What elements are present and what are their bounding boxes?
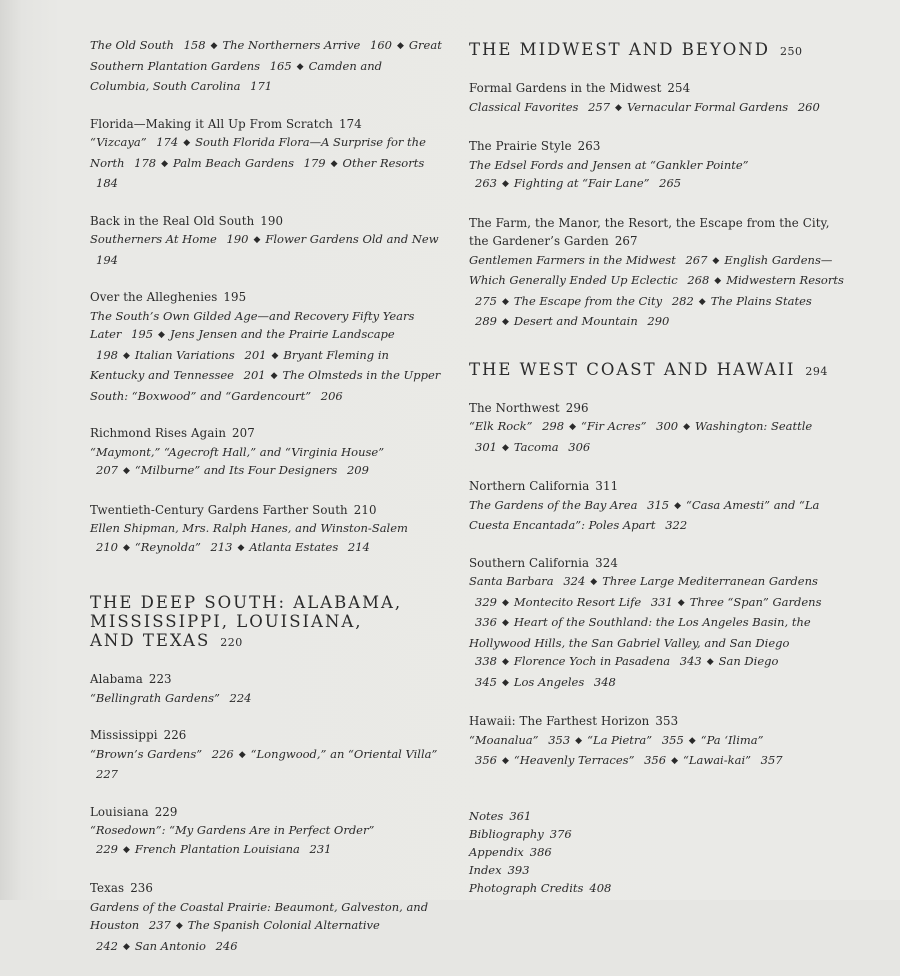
subentry-page-number: 301 — [475, 439, 497, 454]
entry-page-number: 296 — [565, 400, 589, 415]
subentry-title: “Pa ‘Ilima” — [700, 732, 764, 747]
back-matter-page-number: 393 — [507, 863, 530, 878]
diamond-separator-icon: ◆ — [683, 422, 691, 432]
subentry-page-number: 260 — [797, 99, 820, 114]
subentry-title: Los Angeles — [513, 674, 585, 689]
toc-entry — [90, 212, 442, 270]
subentry-page-number: 165 — [269, 58, 292, 73]
subentry-title: Bryant Fleming in Kentucky and Tennessee — [90, 347, 389, 382]
subentry-page-number: 356 — [644, 753, 667, 767]
diamond-separator-icon: ◆ — [237, 542, 245, 553]
entry-title: Texas — [90, 881, 125, 895]
entry-title: Twentieth-Century Gardens Farther South — [90, 502, 348, 517]
section-spacer — [469, 352, 844, 360]
subentry-title: Heart of the Southland: the Los Angeles Basin, the Hollywood Hills, the San Gabriel Valley, and San Diego — [469, 615, 811, 650]
subentry-title: Southerners At Home — [90, 232, 217, 246]
toc-entry — [90, 501, 442, 559]
toc-entry-heading — [469, 79, 844, 98]
toc-entry-heading — [90, 879, 442, 898]
subentry-title: French Plantation Louisiana — [134, 841, 300, 856]
subentry-title: Gentlemen Farmers in the Midwest — [469, 252, 676, 267]
subentry-page-number: 336 — [475, 615, 497, 629]
entry-page-number: 190 — [260, 213, 284, 228]
back-matter-item — [469, 861, 844, 879]
entry-title: Mississippi — [90, 728, 158, 742]
entry-page-number: 229 — [154, 804, 178, 819]
subentry-title: “Rosedown”: “My Gardens Are in Perfect Order” — [90, 823, 375, 837]
toc-subentries — [469, 98, 844, 119]
toc-entry — [469, 214, 844, 333]
subentry-page-number: 356 — [475, 753, 497, 767]
subentry-title: The Old South — [90, 38, 174, 52]
subentry-page-number: 290 — [647, 314, 670, 328]
section-heading — [469, 360, 844, 381]
subentry-page-number: 345 — [475, 674, 497, 689]
subentry-page-number: 184 — [96, 176, 118, 190]
subentry-title: Other Resorts — [342, 155, 425, 170]
diamond-separator-icon: ◆ — [330, 158, 338, 169]
subentry-page-number: 246 — [215, 938, 238, 953]
back-matter-title: Bibliography — [469, 826, 544, 841]
entry-title: Over the Alleghenies — [90, 290, 218, 304]
entry-page-number: 254 — [667, 81, 691, 95]
subentry-title: Florence Yoch in Pasadena — [513, 654, 671, 668]
toc-subentries — [469, 417, 844, 458]
entry-title: Back in the Real Old South — [90, 213, 255, 228]
subentry-page-number: 329 — [475, 594, 497, 609]
entry-page-number: 353 — [655, 714, 679, 728]
back-matter-page-number: 408 — [589, 881, 612, 896]
diamond-separator-icon: ◆ — [706, 657, 714, 667]
subentry-title: Tacoma — [513, 439, 559, 454]
toc-subentries — [469, 496, 844, 535]
toc-subentries — [90, 443, 442, 482]
subentry-page-number: 198 — [96, 347, 118, 362]
section-heading — [90, 593, 442, 652]
entry-page-number: 263 — [577, 139, 601, 153]
entry-title: Northern California — [469, 479, 590, 493]
diamond-separator-icon: ◆ — [501, 317, 509, 327]
subentry-title: “Fir Acres” — [580, 419, 647, 433]
toc-right-column — [469, 40, 844, 898]
subentry-title: “Moanalua” — [469, 732, 539, 747]
diamond-separator-icon: ◆ — [501, 677, 509, 688]
entry-page-number: 236 — [130, 881, 154, 895]
diamond-separator-icon: ◆ — [575, 735, 583, 746]
subentry-title: Desert and Mountain — [513, 314, 638, 328]
entry-page-number: 324 — [595, 555, 618, 570]
subentry-title: The Plains States — [710, 293, 812, 308]
subentry-page-number: 263 — [475, 176, 497, 190]
entry-page-number: 195 — [223, 290, 247, 304]
toc-entry — [90, 803, 442, 861]
subentry-title: The Gardens of the Bay Area — [469, 497, 638, 512]
diamond-separator-icon: ◆ — [674, 500, 681, 511]
section-page-number: 220 — [220, 636, 243, 649]
subentry-title: Great Southern Plantation Gardens — [90, 38, 442, 73]
toc-entry — [90, 36, 442, 96]
diamond-separator-icon: ◆ — [501, 756, 509, 766]
subentry-page-number: 224 — [229, 690, 252, 705]
back-matter-title: Photograph Credits — [469, 881, 584, 896]
back-matter-page-number: 386 — [529, 844, 552, 859]
diamond-separator-icon: ◆ — [122, 941, 130, 952]
toc-subentries — [469, 731, 844, 772]
subentry-page-number: 300 — [656, 419, 679, 433]
toc-entry-heading — [90, 424, 442, 443]
subentry-title: Three “Span” Gardens — [689, 594, 822, 609]
toc-entry — [90, 879, 442, 957]
diamond-separator-icon: ◆ — [122, 466, 130, 476]
subentry-page-number: 289 — [475, 314, 497, 328]
entry-page-number: 210 — [353, 502, 377, 517]
subentry-title: Atlanta Estates — [249, 539, 339, 554]
subentry-page-number: 226 — [211, 746, 234, 761]
subentry-page-number: 357 — [760, 753, 783, 767]
subentry-page-number: 201 — [244, 347, 267, 362]
subentry-page-number: 195 — [131, 327, 154, 341]
toc-entry-heading — [90, 803, 442, 822]
subentry-title: “Heavenly Terraces” — [513, 753, 635, 767]
entry-title: Formal Gardens in the Midwest — [469, 81, 662, 95]
back-matter-page-number: 361 — [509, 808, 532, 823]
diamond-separator-icon: ◆ — [210, 41, 218, 51]
subentry-title: The Edsel Fords and Jensen at “Gankler Pointe” — [469, 157, 749, 172]
diamond-separator-icon: ◆ — [714, 276, 722, 286]
toc-subentries — [90, 230, 442, 269]
toc-entry-heading — [90, 501, 442, 520]
subentry-title: Italian Variations — [134, 347, 235, 362]
subentry-title: “Reynolda” — [134, 539, 201, 554]
subentry-page-number: 298 — [542, 419, 565, 433]
toc-entry-heading — [469, 137, 844, 156]
toc-entry-heading — [90, 288, 442, 307]
toc-entry-heading — [469, 477, 844, 496]
entry-page-number: 207 — [232, 426, 255, 440]
subentry-title: The Spanish Colonial Alternative — [187, 918, 380, 932]
subentry-page-number: 213 — [210, 539, 233, 554]
entry-title: Hawaii: The Farthest Horizon — [469, 714, 650, 728]
toc-entry — [469, 399, 844, 459]
toc-subentries — [469, 251, 844, 333]
subentry-page-number: 206 — [320, 388, 343, 403]
subentry-title: Montecito Resort Life — [513, 594, 642, 609]
subentry-title: Vernacular Formal Gardens — [626, 99, 789, 114]
section-heading-text: AND TEXAS — [90, 631, 211, 650]
subentry-page-number: 229 — [96, 841, 118, 856]
subentry-title: “Elk Rock” — [469, 419, 533, 433]
entry-page-number: 311 — [595, 479, 619, 493]
diamond-separator-icon: ◆ — [238, 749, 246, 760]
diamond-separator-icon: ◆ — [671, 756, 678, 766]
subentry-page-number: 171 — [250, 79, 273, 93]
toc-entry-heading — [90, 726, 442, 745]
diamond-separator-icon: ◆ — [396, 41, 404, 51]
diamond-separator-icon: ◆ — [501, 179, 509, 189]
subentry-title: “Maymont,” “Agecroft Hall,” and “Virginia House” — [90, 444, 385, 459]
diamond-separator-icon: ◆ — [122, 350, 130, 361]
subentry-page-number: 322 — [665, 518, 688, 532]
subentry-title: The South’s Own Gilded Age—and Recovery Fifty Years Later — [90, 308, 415, 341]
entry-title: Florida—Making it All Up From Scratch — [90, 116, 333, 131]
toc-subentries — [90, 898, 442, 958]
entry-page-number: 267 — [614, 234, 638, 248]
toc-entry — [90, 288, 442, 405]
subentry-page-number: 275 — [475, 293, 497, 308]
diamond-separator-icon: ◆ — [698, 296, 706, 307]
subentry-page-number: 282 — [671, 293, 694, 308]
toc-entry-heading — [469, 712, 844, 731]
toc-entry — [469, 137, 844, 195]
toc-subentries — [469, 156, 844, 195]
section-heading-text: THE MIDWEST AND BEYOND — [469, 40, 770, 59]
entry-title: The Prairie Style — [469, 139, 572, 153]
diamond-separator-icon: ◆ — [501, 657, 509, 667]
toc-entry-heading — [90, 115, 442, 134]
back-matter-title: Index — [469, 863, 502, 878]
subentry-title: “Longwood,” an “Oriental Villa” — [250, 746, 438, 761]
diamond-separator-icon: ◆ — [569, 422, 576, 432]
subentry-title: “Lawai-kai” — [682, 753, 752, 767]
section-heading — [469, 40, 844, 61]
subentry-title: The Escape from the City — [513, 293, 663, 308]
subentry-page-number: 194 — [96, 252, 118, 267]
subentry-page-number: 179 — [303, 155, 326, 170]
entry-title: Alabama — [90, 672, 143, 686]
subentry-page-number: 231 — [309, 841, 332, 856]
diamond-separator-icon: ◆ — [122, 844, 130, 855]
subentry-page-number: 178 — [134, 155, 157, 170]
subentry-title: Jens Jensen and the Prairie Landscape — [169, 327, 395, 341]
toc-subentries — [90, 133, 442, 193]
subentry-page-number: 210 — [96, 539, 118, 554]
subentry-page-number: 237 — [148, 918, 171, 932]
back-matter-item — [469, 879, 844, 897]
toc-entry — [469, 554, 844, 694]
section-heading-text: THE WEST COAST AND HAWAII — [469, 359, 796, 379]
subentry-page-number: 265 — [659, 176, 682, 190]
subentry-title: “Vizcaya” — [90, 135, 147, 149]
subentry-page-number: 355 — [661, 732, 684, 747]
subentry-title: “Bellingrath Gardens” — [90, 690, 220, 705]
diamond-separator-icon: ◆ — [183, 138, 191, 148]
diamond-separator-icon: ◆ — [615, 102, 622, 113]
toc-subentries — [90, 689, 442, 708]
subentry-page-number: 331 — [650, 594, 673, 609]
subentry-page-number: 242 — [96, 938, 118, 953]
subentry-title: “Casa Amesti” and “La Cuesta Encantada”: Poles Apart — [469, 497, 820, 532]
diamond-separator-icon: ◆ — [161, 158, 169, 169]
entry-page-number: 223 — [148, 672, 172, 686]
subentry-title: Santa Barbara — [469, 574, 554, 588]
diamond-separator-icon: ◆ — [501, 618, 509, 628]
toc-entry-heading — [469, 554, 844, 573]
diamond-separator-icon: ◆ — [175, 921, 183, 931]
toc-subentries — [90, 519, 442, 558]
entry-title: The Farm, the Manor, the Resort, the Escape from the City, the Gardener’s Garden — [469, 215, 830, 248]
section-heading-line-wrap — [469, 40, 844, 61]
back-matter-item — [469, 807, 844, 825]
subentry-title: The Northerners Arrive — [222, 38, 361, 52]
section-page-number: 294 — [805, 364, 828, 378]
diamond-separator-icon: ◆ — [253, 235, 261, 245]
toc-entry — [90, 424, 442, 482]
subentry-page-number: 324 — [563, 574, 586, 588]
section-heading-line-wrap — [469, 360, 844, 381]
diamond-separator-icon: ◆ — [270, 371, 278, 381]
diamond-separator-icon: ◆ — [271, 350, 279, 361]
entry-title: The Northwest — [469, 400, 560, 415]
entry-page-number: 226 — [163, 728, 187, 742]
subentry-title: Ellen Shipman, Mrs. Ralph Hanes, and Winston-Salem — [90, 521, 408, 535]
diamond-separator-icon: ◆ — [501, 442, 509, 453]
subentry-title: Gardens of the Coastal Prairie: Beaumont, Galveston, and Houston — [90, 899, 429, 932]
entry-page-number: 174 — [338, 116, 362, 131]
subentry-page-number: 257 — [588, 99, 611, 114]
subentry-title: Fighting at “Fair Lane” — [513, 176, 650, 190]
subentry-title: The Olmsteds in the Upper South: “Boxwood” and “Gardencourt” — [90, 368, 441, 403]
subentry-page-number: 158 — [183, 38, 206, 52]
subentry-title: San Diego — [718, 654, 779, 668]
subentry-page-number: 160 — [370, 38, 392, 52]
subentry-title: South Florida Flora—A Surprise for the North — [90, 135, 426, 170]
toc-entry-heading — [90, 212, 442, 231]
subentry-page-number: 207 — [96, 463, 118, 477]
toc-entry-heading — [90, 670, 442, 689]
subentry-title: “La Pietra” — [587, 732, 653, 747]
back-matter-list — [469, 807, 844, 898]
subentry-page-number: 174 — [156, 135, 179, 149]
section-page-number: 250 — [779, 45, 803, 58]
back-matter-item — [469, 825, 844, 843]
toc-entry — [90, 726, 442, 784]
entry-title: Richmond Rises Again — [90, 426, 227, 440]
subentry-title: Three Large Mediterranean Gardens — [602, 574, 818, 588]
toc-left-column — [90, 36, 442, 976]
diamond-separator-icon: ◆ — [296, 61, 304, 72]
toc-entry — [469, 477, 844, 535]
diamond-separator-icon: ◆ — [712, 255, 720, 266]
toc-subentries — [90, 36, 442, 96]
subentry-page-number: 348 — [593, 674, 616, 689]
toc-entry — [469, 79, 844, 118]
back-matter-title: Notes — [469, 808, 504, 823]
toc-entry-heading — [469, 399, 844, 418]
diamond-separator-icon: ◆ — [590, 577, 598, 587]
entry-title: Southern California — [469, 555, 590, 570]
subentry-title: Flower Gardens Old and New — [265, 232, 439, 246]
subentry-page-number: 338 — [475, 654, 497, 668]
subentry-title: Classical Favorites — [469, 99, 579, 114]
subentry-title: Midwestern Resorts — [726, 273, 844, 287]
toc-subentries — [90, 745, 442, 784]
toc-subentries — [90, 307, 442, 406]
subentry-title: Camden and Columbia, South Carolina — [90, 58, 383, 93]
entry-title: Louisiana — [90, 804, 149, 819]
diamond-separator-icon: ◆ — [158, 330, 165, 340]
section-heading-line: THE DEEP SOUTH: ALABAMA, — [90, 593, 403, 612]
toc-subentries — [90, 821, 442, 860]
section-spacer — [90, 577, 442, 593]
section-heading-line: MISSISSIPPI, LOUISIANA, — [90, 612, 363, 631]
subentry-page-number: 306 — [568, 439, 591, 454]
back-matter-title: Appendix — [469, 844, 524, 859]
subentry-page-number: 343 — [679, 654, 702, 668]
subentry-page-number: 268 — [687, 273, 710, 287]
diamond-separator-icon: ◆ — [677, 597, 685, 608]
subentry-page-number: 201 — [243, 368, 266, 382]
subentry-title: Palm Beach Gardens — [173, 155, 294, 170]
subentry-title: English Gardens—Which Generally Ended Up Eclectic — [469, 252, 833, 287]
back-matter-page-number: 376 — [549, 826, 572, 841]
subentry-page-number: 267 — [685, 252, 708, 267]
subentry-page-number: 353 — [548, 732, 571, 747]
section-spacer — [469, 791, 844, 807]
diamond-separator-icon: ◆ — [501, 597, 509, 608]
toc-entry — [90, 115, 442, 193]
subentry-page-number: 214 — [347, 539, 370, 554]
diamond-separator-icon: ◆ — [501, 296, 509, 307]
subentry-page-number: 315 — [647, 497, 670, 512]
subentry-title: “Brown’s Gardens” — [90, 746, 203, 761]
subentry-title: “Milburne” and Its Four Designers — [134, 463, 338, 477]
section-heading-line-wrap — [90, 631, 442, 652]
toc-entry — [90, 670, 442, 707]
subentry-page-number: 209 — [346, 463, 369, 477]
diamond-separator-icon: ◆ — [122, 542, 130, 553]
back-matter-item — [469, 843, 844, 861]
subentry-page-number: 227 — [96, 767, 118, 781]
subentry-page-number: 190 — [226, 232, 249, 246]
diamond-separator-icon: ◆ — [688, 735, 696, 746]
subentry-title: Washington: Seattle — [695, 419, 813, 433]
toc-subentries — [469, 572, 844, 693]
subentry-title: San Antonio — [134, 938, 206, 953]
toc-entry-heading — [469, 214, 844, 251]
toc-entry — [469, 712, 844, 772]
